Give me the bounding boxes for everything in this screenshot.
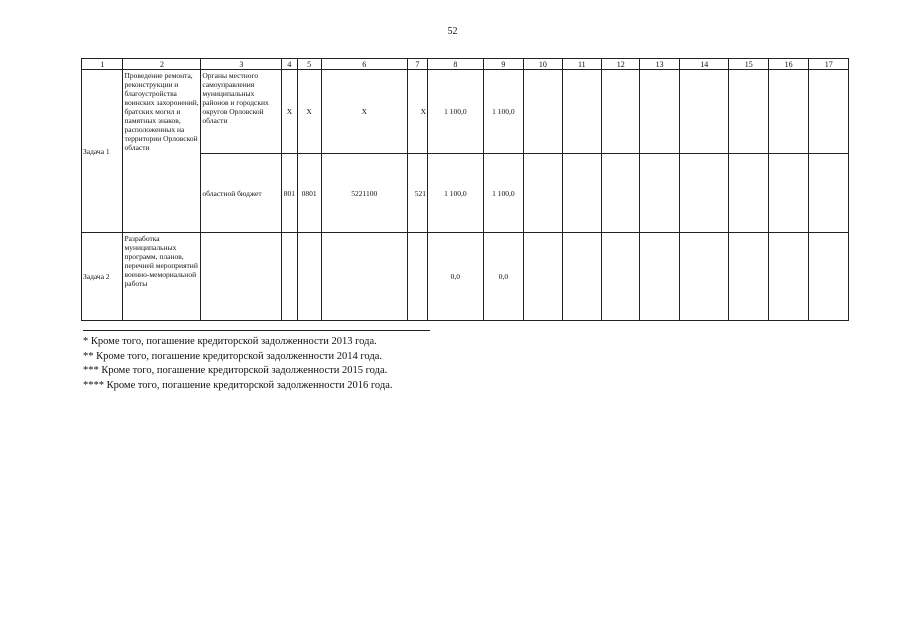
empty-cell: [640, 233, 679, 321]
code-cell: 5221100: [321, 154, 407, 233]
empty-cell: [524, 154, 562, 233]
empty-cell: [729, 154, 768, 233]
empty-cell: [679, 233, 729, 321]
amount-cell: 0,0: [428, 233, 484, 321]
empty-cell: [809, 233, 849, 321]
executor-cell: Органы местного самоуправления муниципальных районов и городских округов Орловской области: [201, 70, 282, 154]
header-cell: 8: [428, 59, 484, 70]
empty-cell: [282, 233, 297, 321]
empty-cell: [679, 154, 729, 233]
amount-cell: 1 100,0: [428, 70, 484, 154]
header-cell: 13: [640, 59, 679, 70]
empty-cell: [602, 70, 640, 154]
code-cell: X: [297, 70, 321, 154]
budget-table: [81, 58, 849, 321]
header-cell: 9: [483, 59, 523, 70]
task-1-name: Проведение ремонта, реконструкции и благоустройства воинских захоронений, братских могил и памятных знаков, расположенных на территории Орловской области: [123, 70, 201, 233]
empty-cell: [201, 233, 282, 321]
empty-cell: [602, 233, 640, 321]
empty-cell: [809, 154, 849, 233]
empty-cell: [729, 70, 768, 154]
task-2-label: Задача 2: [82, 233, 123, 321]
empty-cell: [524, 233, 562, 321]
amount-cell: 1 100,0: [428, 154, 484, 233]
page-number: 52: [447, 26, 458, 37]
header-cell: 15: [729, 59, 768, 70]
amount-cell: 0,0: [483, 233, 523, 321]
code-cell: 521: [407, 154, 427, 233]
footnote-divider: [83, 330, 430, 331]
header-cell: 2: [123, 59, 201, 70]
table-row: [82, 70, 849, 154]
header-cell: 3: [201, 59, 282, 70]
empty-cell: [768, 233, 808, 321]
footnote: ** Кроме того, погашение кредиторской задолженности 2014 года.: [83, 350, 382, 362]
footnote: **** Кроме того, погашение кредиторской задолженности 2016 года.: [83, 379, 393, 391]
code-cell: 801: [282, 154, 297, 233]
footnotes: [83, 330, 483, 393]
footnote: *** Кроме того, погашение кредиторской задолженности 2015 года.: [83, 365, 388, 376]
header-cell: 10: [524, 59, 562, 70]
task-1-label: Задача 1: [82, 70, 123, 233]
empty-cell: [640, 70, 679, 154]
executor-cell: областной бюджет: [201, 154, 282, 233]
header-cell: 11: [562, 59, 601, 70]
header-row: [82, 59, 849, 70]
task-2-name: Разработка муниципальных программ, планов, перечней мероприятий военно-мемориальной работы: [123, 233, 201, 321]
header-cell: 1: [82, 59, 123, 70]
header-cell: 5: [297, 59, 321, 70]
empty-cell: [640, 154, 679, 233]
empty-cell: [297, 233, 321, 321]
amount-cell: 1 100,0: [483, 154, 523, 233]
header-cell: 12: [602, 59, 640, 70]
header-cell: 14: [679, 59, 729, 70]
header-cell: 7: [407, 59, 427, 70]
empty-cell: [768, 154, 808, 233]
table-row: [82, 233, 849, 321]
footnote: * Кроме того, погашение кредиторской задолженности 2013 года.: [83, 336, 377, 347]
empty-cell: [407, 233, 427, 321]
header-cell: 17: [809, 59, 849, 70]
amount-cell: 1 100,0: [483, 70, 523, 154]
header-cell: 4: [282, 59, 297, 70]
empty-cell: [562, 70, 601, 154]
empty-cell: [809, 70, 849, 154]
empty-cell: [562, 233, 601, 321]
code-cell: X: [407, 70, 427, 154]
empty-cell: [602, 154, 640, 233]
code-cell: 0801: [297, 154, 321, 233]
empty-cell: [679, 70, 729, 154]
empty-cell: [321, 233, 407, 321]
header-cell: 16: [768, 59, 808, 70]
code-cell: X: [282, 70, 297, 154]
header-cell: 6: [321, 59, 407, 70]
empty-cell: [524, 70, 562, 154]
empty-cell: [729, 233, 768, 321]
empty-cell: [562, 154, 601, 233]
code-cell: X: [321, 70, 407, 154]
empty-cell: [768, 70, 808, 154]
